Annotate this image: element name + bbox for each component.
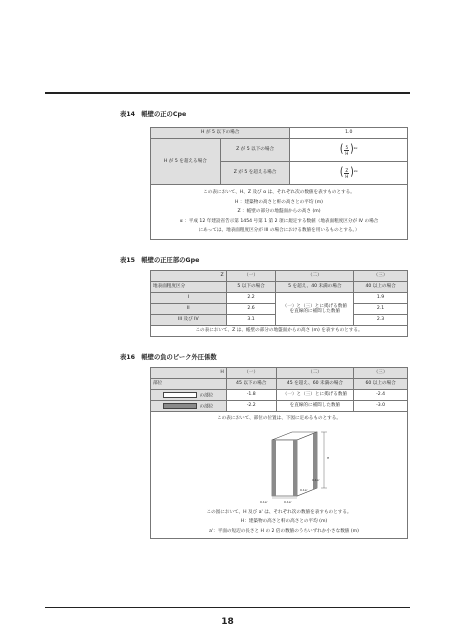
table14 xyxy=(150,127,408,240)
table15-col2-num: （二） xyxy=(276,271,354,282)
diagram-label-a2: 0.1a' xyxy=(300,487,308,492)
table15-cell: 2.1 xyxy=(354,304,408,315)
table16-cell: -3.0 xyxy=(354,401,408,412)
table15-col3-head: 40 以上の場合 xyxy=(354,282,408,293)
table15-cell: 2.2 xyxy=(226,293,276,304)
table15-col3-num: （三） xyxy=(354,271,408,282)
table15-row-label: I xyxy=(151,293,227,304)
building-diagram xyxy=(262,430,332,502)
table16-cell: -2.2 xyxy=(226,401,276,412)
table16-note-bottom: H：建築物の高さと軒の高さとの平均 (m) xyxy=(240,519,328,524)
table16-col3-head: 60 以上の場合 xyxy=(354,379,408,390)
table15-col1-num: （一） xyxy=(226,271,276,282)
table16-corner-bottom: 部位 xyxy=(151,379,227,390)
table15-merged-cell: （一）と（三）とに掲げる数値 を直線的に補間した数値 xyxy=(276,293,354,326)
table14-title: 表14 帳壁の正のCpe xyxy=(120,111,187,118)
table15-corner-bottom: 地表面粗度区分 xyxy=(151,282,227,293)
white-swatch-icon xyxy=(163,392,197,398)
table16-col3-num: （三） xyxy=(354,368,408,379)
gray-swatch-icon xyxy=(163,403,197,409)
table16-cell: （一）と（三）とに掲げる数値 xyxy=(276,390,354,401)
table16-row-label: の部位 xyxy=(151,401,227,412)
table15-cell: 1.9 xyxy=(354,293,408,304)
table16-col2-num: （二） xyxy=(276,368,354,379)
table14-formula-b: ( Z H ) 2α xyxy=(290,162,408,185)
table14-formula-a: ( 5 H ) 2α xyxy=(290,139,408,162)
table16-title: 表16 帳壁の負のピーク外圧係数 xyxy=(120,354,217,361)
table15-col1-head: 5 以下の場合 xyxy=(226,282,276,293)
table15 xyxy=(150,270,408,337)
table15-row-label: III 及び IV xyxy=(151,315,227,326)
table14-row2a-label: Z が 5 以下の場合 xyxy=(220,139,290,162)
table15-corner-top: Z xyxy=(151,271,227,282)
diagram-label-a3: 0.1a' xyxy=(260,499,268,504)
table16-col2-head: 45 を超え、60 未満の場合 xyxy=(276,379,354,390)
table15-cell: 2.6 xyxy=(226,304,276,315)
table16-figure-cell xyxy=(151,412,408,539)
diagram-label-h: H xyxy=(327,455,330,460)
table16-row-label: の部位 xyxy=(151,390,227,401)
table14-row2b-label: Z が 5 を超える場合 xyxy=(220,162,290,185)
table14-notes: この表において、H、Z 及び α は、それぞれ次の数値を表すものとする。 H ：建築物の高さと軒の高さとの平均 (m) Z ：帳壁の部分の地盤面からの高さ (m) α ：平成 12 年建設省告示第 1454 号第 1 第 2 項に規定する数値（地表面粗度区分が IV の場合 にあっては、地表面粗度区分が III の場合における数値を用いるものとする。） xyxy=(151,185,408,240)
table15-title: 表15 帳壁の正圧部のGpe xyxy=(120,257,200,264)
table16-note-bottom: a'：平面の短辺の長さと H の 2 倍の数値のうちいずれか小さな数値 (m) xyxy=(209,528,359,534)
table16-corner-top: H xyxy=(151,368,227,379)
table16-col1-num: （一） xyxy=(226,368,276,379)
diagram-label-a1: 0.1a' xyxy=(312,477,320,482)
diagram-label-a4: 0.1a' xyxy=(284,499,292,504)
table16-cell: を直線的に補間した数値 xyxy=(276,401,354,412)
bottom-rule xyxy=(45,607,410,608)
table16-cell: -1.8 xyxy=(226,390,276,401)
table14-row1-label: H が 5 以下の場合 xyxy=(151,128,290,139)
table15-cell: 3.1 xyxy=(226,315,276,326)
table14-row1-value: 1.0 xyxy=(290,128,408,139)
table16-note-top: この表において、部位の位置は、下図に定めるものとする。 xyxy=(217,416,341,421)
page-number: 18 xyxy=(221,617,234,627)
table16-cell: -2.4 xyxy=(354,390,408,401)
table15-col2-head: 5 を超え、40 未満の場合 xyxy=(276,282,354,293)
table16-col1-head: 45 以下の場合 xyxy=(226,379,276,390)
table15-cell: 2.3 xyxy=(354,315,408,326)
table16-note-bottom: この図において、H 及び a' は、それぞれ次の数値を表すものとする。 xyxy=(206,509,352,515)
table14-row2-group: H が 5 を超える場合 xyxy=(151,139,221,185)
table15-note: この表において、Z は、帳壁の部分の地盤面からの高さ (m) を表すものとする。 xyxy=(151,326,408,337)
table16 xyxy=(150,367,408,539)
top-rule xyxy=(45,92,410,94)
table15-row-label: II xyxy=(151,304,227,315)
